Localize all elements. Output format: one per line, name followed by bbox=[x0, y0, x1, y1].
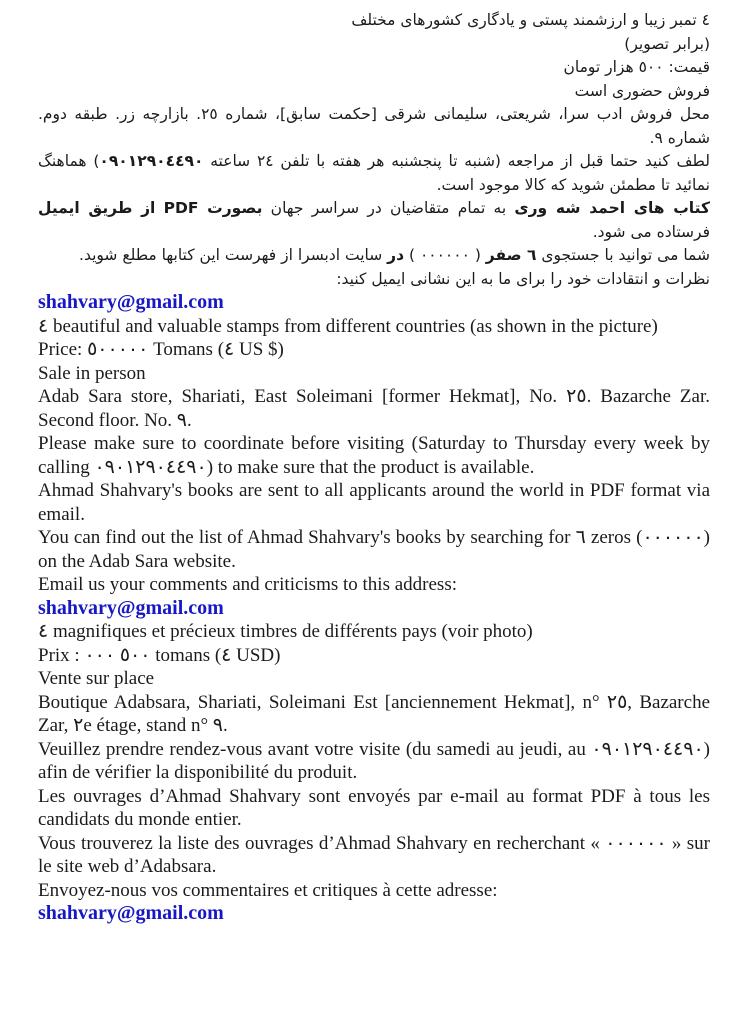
fa-books-pdf-bold: بصورت PDF bbox=[163, 199, 263, 217]
fa-zeros-six-bold: ٦ صفر bbox=[485, 246, 537, 264]
fr-sale-note: Vente sur place bbox=[38, 668, 155, 689]
fa-phone-number: ٠٩٠١٢٩٠٤٤٩٠ bbox=[99, 152, 204, 170]
fa-zeros-dar-bold: در bbox=[387, 246, 405, 264]
french-section bbox=[38, 620, 710, 926]
fa-feedback-note: نظرات و انتقادات خود را برای ما به این نشانی ایمیل کنید: bbox=[336, 269, 710, 288]
en-sale-note: Sale in person bbox=[38, 362, 146, 384]
fa-books-text-2 bbox=[155, 199, 163, 217]
en-coordination-note: Please make sure to coordinate before visiting (Saturday to Thursday every week by calling ٠٩٠١٢٩٠٤٤٩٠) to make sure that the product is available. bbox=[38, 433, 710, 478]
en-title: ٤ beautiful and valuable stamps from different countries (as shown in the picture) bbox=[38, 315, 658, 337]
en-email-link[interactable]: shahvary@gmail.com bbox=[38, 596, 224, 619]
fa-sale-note: فروش حضوری است bbox=[574, 81, 710, 100]
fr-books-note: Les ouvrages d’Ahmad Shahvary sont envoyés par e-mail au format PDF à tous les candidats du monde entier. bbox=[38, 785, 710, 830]
fa-books-text-1: به تمام متقاضیان در سراسر جهان bbox=[262, 199, 515, 217]
fa-title: ٤ تمبر زیبا و ارزشمند پستی و یادگاری کشورهای مختلف bbox=[351, 11, 710, 29]
en-feedback-note: Email us your comments and criticisms to this address: bbox=[38, 574, 457, 595]
fr-feedback-note: Envoyez-nous vos commentaires et critiques à cette adresse: bbox=[38, 879, 498, 901]
fa-books-email-bold: از طریق ایمیل bbox=[38, 199, 156, 217]
fa-coordination-text-pre: لطف کنید حتما قبل از مراجعه (شنبه تا پنجشنبه هر هفته با تلفن ٢٤ ساعته bbox=[203, 152, 710, 170]
fa-coordination-note bbox=[38, 150, 710, 197]
fr-price: Prix : ٥٠٠ ٠٠٠ tomans (٤ USD) bbox=[38, 644, 281, 666]
fr-email-link[interactable]: shahvary@gmail.com bbox=[38, 902, 224, 924]
fa-zeros-note bbox=[38, 244, 710, 268]
fa-email-link[interactable]: shahvary@gmail.com bbox=[38, 291, 224, 313]
fa-zeros-text-3: سایت ادبسرا از فهرست این کتابها مطلع شوید. bbox=[79, 246, 388, 264]
fr-address: Boutique Adabsara, Shariati, Soleimani Est [anciennement Hekmat], n° ٢٥, Bazarche Zar, ٢e étage, stand n° ٩. bbox=[38, 691, 710, 736]
fr-zeros-note: Vous trouverez la liste des ouvrages d’Ahmad Shahvary en recherchant « ٠٠٠٠٠٠ » sur le site web d’Adabsara. bbox=[38, 832, 710, 877]
fa-coordination-text-post: ) هماهنگ نمائید تا مطمئن شوید که کالا موجود است. bbox=[38, 152, 710, 194]
fr-title: ٤ magnifiques et précieux timbres de différents pays (voir photo) bbox=[38, 621, 533, 642]
fa-address: محل فروش ادب سرا، شریعتی، سلیمانی شرقی [حکمت سابق]، شماره ٢٥. بازارچه زر. طبقه دوم. شماره ٩. bbox=[38, 105, 710, 147]
fa-books-author-bold: کتاب های احمد شه وری bbox=[514, 199, 710, 217]
fa-books-text-3: فرستاده می شود. bbox=[592, 222, 710, 241]
persian-section bbox=[38, 9, 710, 315]
en-price: Price: ٥٠٠٠٠٠ Tomans (٤ US $) bbox=[38, 339, 284, 360]
english-section bbox=[38, 315, 710, 621]
fa-zeros-text-1: شما می توانید با جستجوی bbox=[536, 246, 710, 264]
fa-photo-note: (برابر تصویر) bbox=[624, 34, 710, 53]
fa-zeros-text-2: ( ٠٠٠٠٠٠ ) bbox=[404, 246, 486, 264]
fa-books-note bbox=[38, 197, 710, 244]
en-zeros-note: You can find out the list of Ahmad Shahvary's books by searching for ٦ zeros (٠٠٠٠٠٠) on the Adab Sara website. bbox=[38, 527, 710, 572]
en-books-note: Ahmad Shahvary's books are sent to all applicants around the world in PDF format via email. bbox=[38, 480, 710, 525]
fr-coordination-note: Veuillez prendre rendez-vous avant votre visite (du samedi au jeudi, au ٠٩٠١٢٩٠٤٤٩٠) afin de vérifier la disponibilité du produit. bbox=[38, 738, 710, 783]
fa-price: قیمت: ٥٠٠ هزار تومان bbox=[563, 58, 710, 76]
en-address: Adab Sara store, Shariati, East Soleimani [former Hekmat], No. ٢٥. Bazarche Zar. Second floor. No. ٩. bbox=[38, 386, 711, 431]
